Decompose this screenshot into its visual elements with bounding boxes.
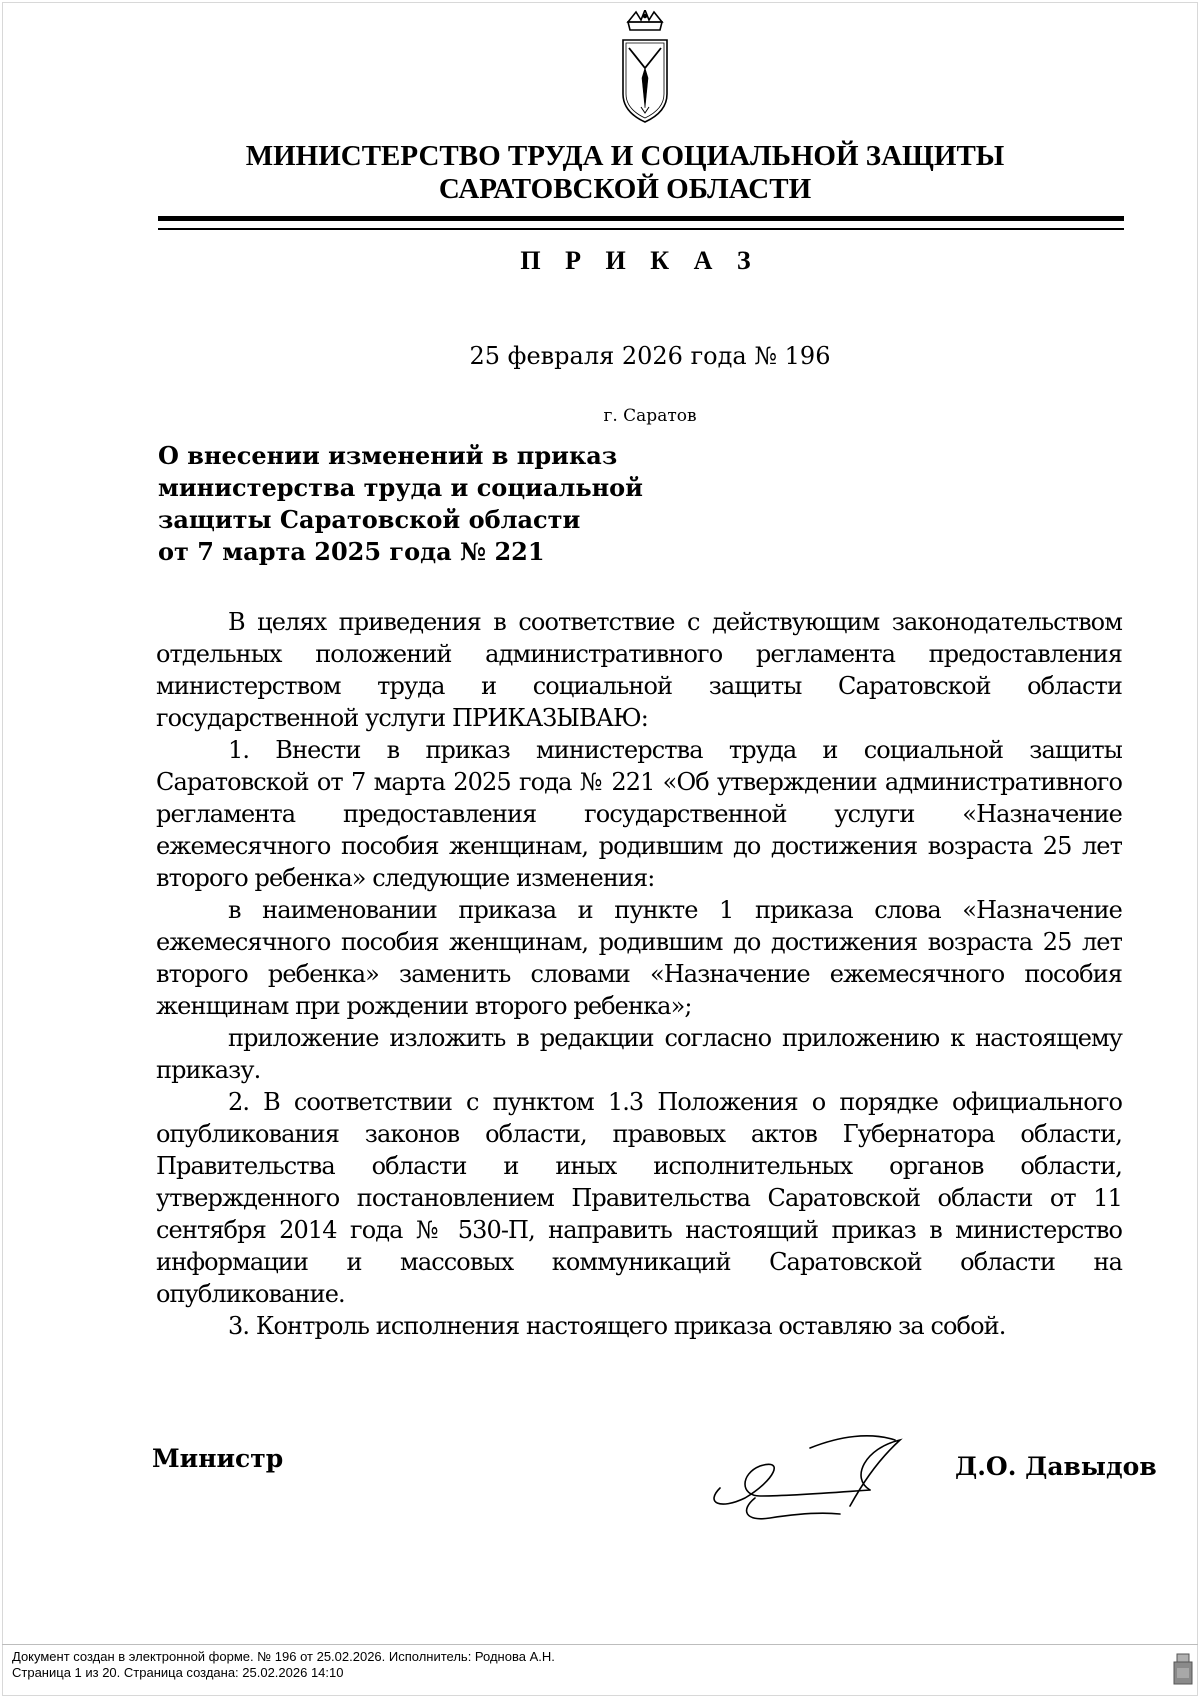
document-stamp-icon bbox=[1172, 1652, 1194, 1686]
signatory-title: Министр bbox=[152, 1444, 284, 1473]
body-paragraph-item-1-change-b: приложение изложить в редакции согласно приложению к настоящему приказу. bbox=[156, 1024, 1122, 1084]
handwritten-signature-icon bbox=[700, 1418, 920, 1528]
document-city: г. Саратов bbox=[603, 406, 697, 426]
header-divider-thin bbox=[158, 228, 1124, 230]
subject-line: О внесении изменений в приказ bbox=[158, 441, 618, 470]
header-divider-thick bbox=[158, 216, 1124, 221]
footer-line-2: Страница 1 из 20. Страница создана: 25.02.2026 14:10 bbox=[12, 1665, 344, 1680]
body-paragraph-preamble: В целях приведения в соответствие с действующим законодательством отдельных положений административного регламента предоставления министерством труда и социальной защиты Саратовской области государственной услуги ПРИКАЗЫВАЮ: bbox=[156, 608, 1122, 732]
document-body bbox=[156, 606, 1122, 1342]
signatory-name: Д.О. Давыдов bbox=[955, 1452, 1157, 1481]
subject-line: министерства труда и социальной bbox=[158, 473, 643, 502]
body-paragraph-item-2: 2. В соответствии с пунктом 1.3 Положения о порядке официального опубликования законов области, правовых актов Губернатора области, Правительства области и иных исполнительных органов области, утвержденного постановлением Правительства Саратовской области от 11 сентября 2014 года № 530-П, направить настоящий приказ в министерство информации и массовых коммуникаций Саратовской области на опубликование. bbox=[156, 1088, 1122, 1308]
organization-line-2: САРАТОВСКОЙ ОБЛАСТИ bbox=[438, 173, 812, 205]
body-paragraph-item-1-change-a: в наименовании приказа и пункте 1 приказа слова «Назначение ежемесячного пособия женщинам, родившим до достижения возраста 25 лет второго ребенка» заменить словами «Назначение ежемесячного пособия женщинам при рождении второго ребенка»; bbox=[156, 896, 1122, 1020]
electronic-document-footer bbox=[12, 1649, 555, 1681]
document-subject bbox=[158, 440, 678, 568]
organization-line-1: МИНИСТЕРСТВО ТРУДА И СОЦИАЛЬНОЙ ЗАЩИТЫ bbox=[245, 140, 1005, 172]
body-paragraph-item-1: 1. Внести в приказ министерства труда и социальной защиты Саратовской от 7 марта 2025 года № 221 «Об утверждении административного регламента предоставления государственной услуги «Назначение ежемесячного пособия женщинам, родившим до достижения возраста 25 лет второго ребенка» следующие изменения: bbox=[156, 736, 1122, 892]
subject-line: защиты Саратовской области bbox=[158, 505, 581, 534]
saratov-coat-of-arms-icon bbox=[610, 10, 680, 128]
organization-name bbox=[160, 140, 1090, 206]
footer-line-1: Документ создан в электронной форме. № 196 от 25.02.2026. Исполнитель: Роднова А.Н. bbox=[12, 1649, 555, 1664]
document-date-number: 25 февраля 2026 года № 196 bbox=[469, 342, 831, 370]
body-paragraph-item-3: 3. Контроль исполнения настоящего приказа оставляю за собой. bbox=[228, 1312, 1006, 1340]
document-type: П Р И К А З bbox=[520, 246, 760, 275]
footer-divider bbox=[2, 1644, 1198, 1645]
subject-line: от 7 марта 2025 года № 221 bbox=[158, 537, 545, 566]
